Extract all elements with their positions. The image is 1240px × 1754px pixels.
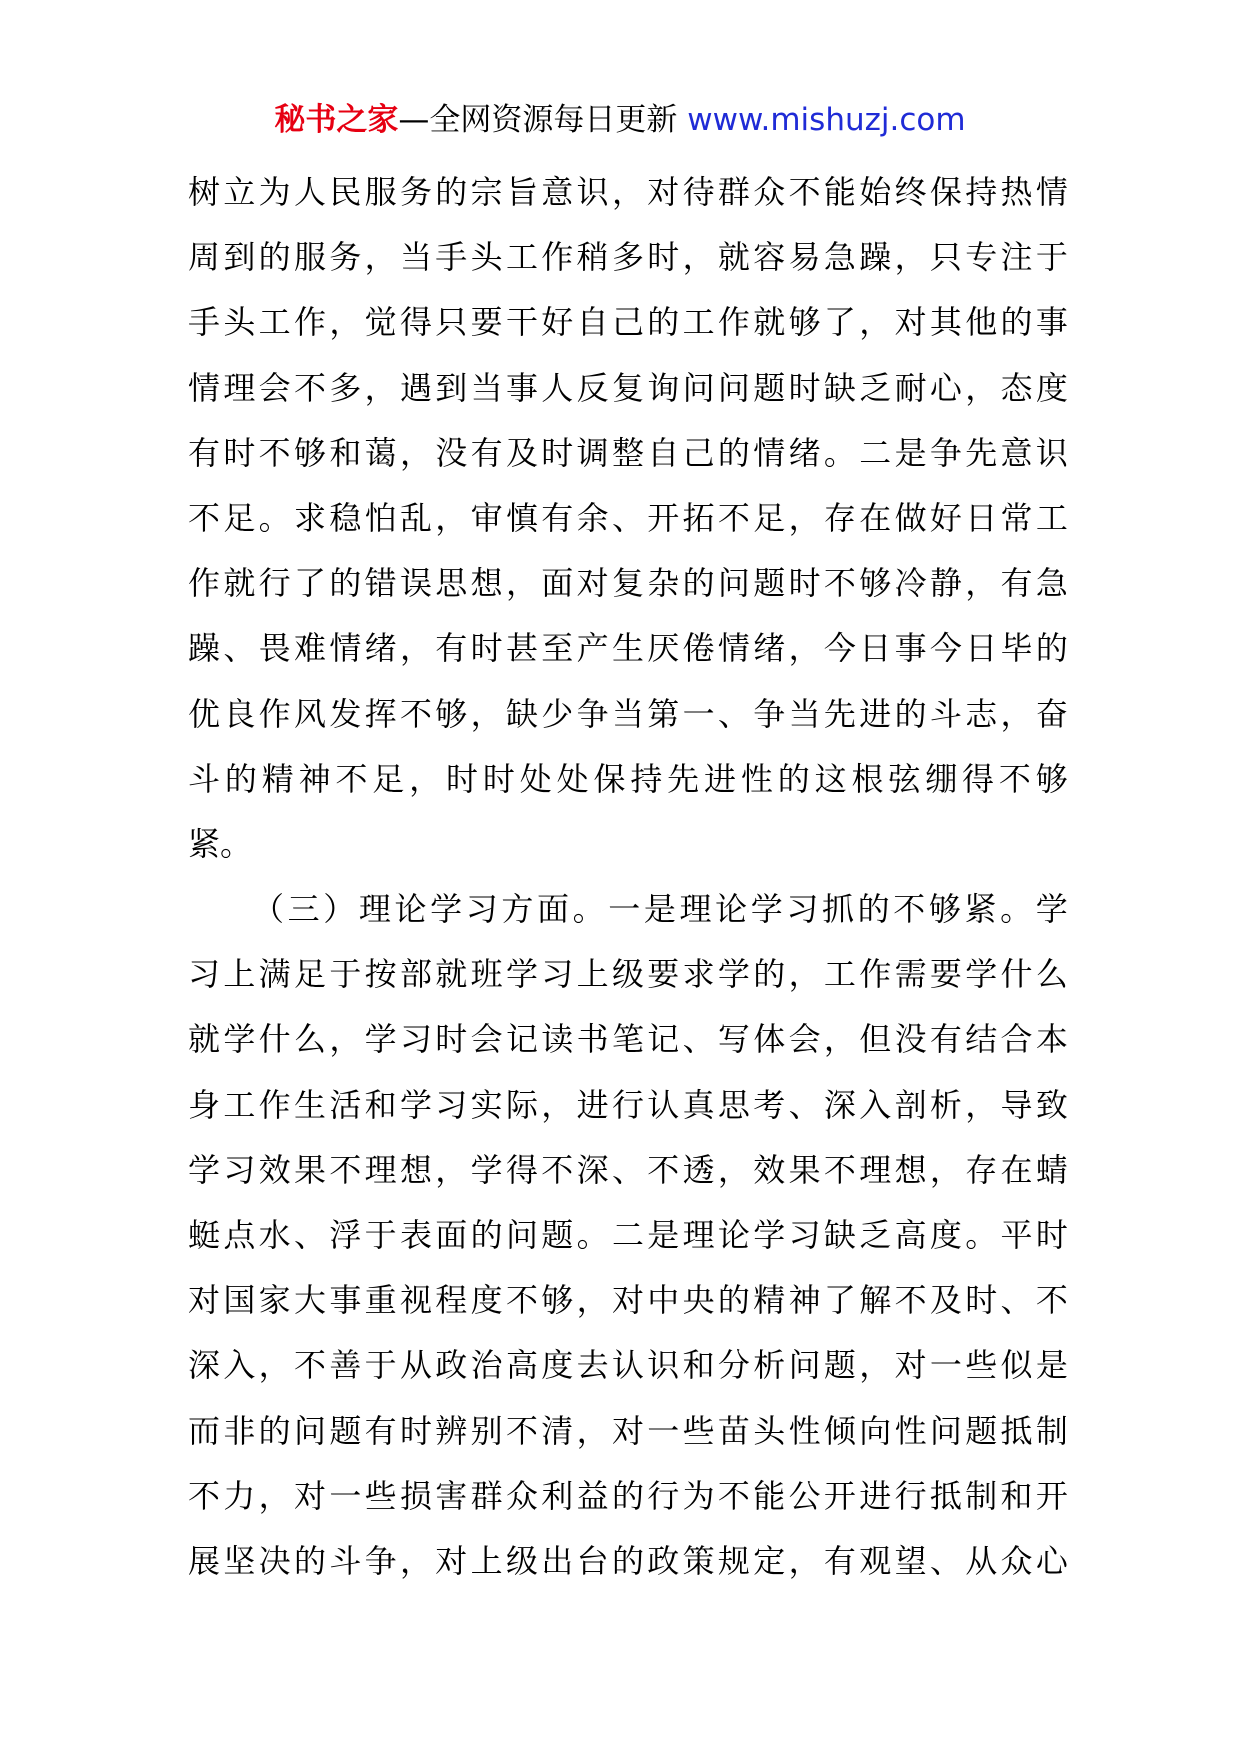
text-line: 有 时 不 够 和 蔼 ， 没 有 及 时 调 整 自 己 的 情 绪 。 二 是 争 先 意 识 — [188, 433, 1068, 472]
text-line: 习 上 满 足 于 按 部 就 班 学 习 上 级 要 求 学 的 ， 工 作 需 要 学 什 么 — [188, 955, 1068, 994]
brand-name: 秘书之家 — [274, 102, 399, 138]
text-line: 就 学 什 么 ， 学 习 时 会 记 读 书 笔 记 、 写 体 会 ， 但 没 有 结 合 本 — [188, 1020, 1068, 1059]
text-line: 斗 的 精 神 不 足 ， 时 时 处 处 保 持 先 进 性 的 这 根 弦 绷 得 不 够 — [188, 759, 1068, 798]
site-header — [0, 100, 1240, 140]
text-line: 树 立 为 人 民 服 务 的 宗 旨 意 识 ， 对 待 群 众 不 能 始 终 保 持 热 情 — [188, 173, 1068, 211]
text-line: 学 习 效 果 不 理 想 ， 学 得 不 深 、 不 透 ， 效 果 不 理 想 ， 存 在 蜻 — [188, 1150, 1068, 1189]
text-line: 紧。 — [188, 824, 253, 863]
text-line: 躁 、 畏 难 情 绪 ， 有 时 甚 至 产 生 厌 倦 情 绪 ， 今 日 事 今 日 毕 的 — [188, 629, 1068, 668]
header-tagline: —全网资源每日更新 — [398, 102, 678, 138]
text-line: 蜓 点 水 、 浮 于 表 面 的 问 题 。 二 是 理 论 学 习 缺 乏 高 度 。 平 时 — [188, 1216, 1068, 1254]
text-line: 不 足 。 求 稳 怕 乱 ， 审 慎 有 余 、 开 拓 不 足 ， 存 在 做 好 日 常 工 — [188, 498, 1068, 537]
text-line: 手 头 工 作 ， 觉 得 只 要 干 好 自 己 的 工 作 就 够 了 ， 对 其 他 的 事 — [188, 303, 1068, 342]
document-body — [188, 160, 1068, 1594]
text-line: 而 非 的 问 题 有 时 辨 别 不 清 ， 对 一 些 苗 头 性 倾 向 性 问 题 抵 制 — [188, 1411, 1068, 1450]
text-line: 情 理 会 不 多 ， 遇 到 当 事 人 反 复 询 问 问 题 时 缺 乏 耐 心 ， 态 度 — [188, 368, 1068, 407]
text-line: 深 入 ， 不 善 于 从 政 治 高 度 去 认 识 和 分 析 问 题 ， 对 一 些 似 是 — [188, 1346, 1068, 1385]
text-line: 身 工 作 生 活 和 学 习 实 际 ， 进 行 认 真 思 考 、 深 入 剖 析 ， 导 致 — [188, 1085, 1068, 1124]
text-line: 对 国 家 大 事 重 视 程 度 不 够 ， 对 中 央 的 精 神 了 解 不 及 时 、 不 — [188, 1281, 1068, 1320]
site-url[interactable]: www.mishuzj.com — [687, 102, 966, 138]
text-line: 不 力 ， 对 一 些 损 害 群 众 利 益 的 行 为 不 能 公 开 进 行 抵 制 和 开 — [188, 1476, 1068, 1515]
text-line: 展 坚 决 的 斗 争 ， 对 上 级 出 台 的 政 策 规 定 ， 有 观 望 、 从 众 心 — [188, 1541, 1068, 1580]
text-line: 优 良 作 风 发 挥 不 够 ， 缺 少 争 当 第 一 、 争 当 先 进 的 斗 志 ， 奋 — [188, 694, 1068, 733]
text-line: 作 就 行 了 的 错 误 思 想 ， 面 对 复 杂 的 问 题 时 不 够 冷 静 ， 有 急 — [188, 564, 1068, 603]
text-line: （ 三 ） 理 论 学 习 方 面 。 一 是 理 论 学 习 抓 的 不 够 紧 。 学 — [252, 890, 1068, 929]
text-line: 周 到 的 服 务 ， 当 手 头 工 作 稍 多 时 ， 就 容 易 急 躁 ， 只 专 注 于 — [188, 238, 1068, 277]
